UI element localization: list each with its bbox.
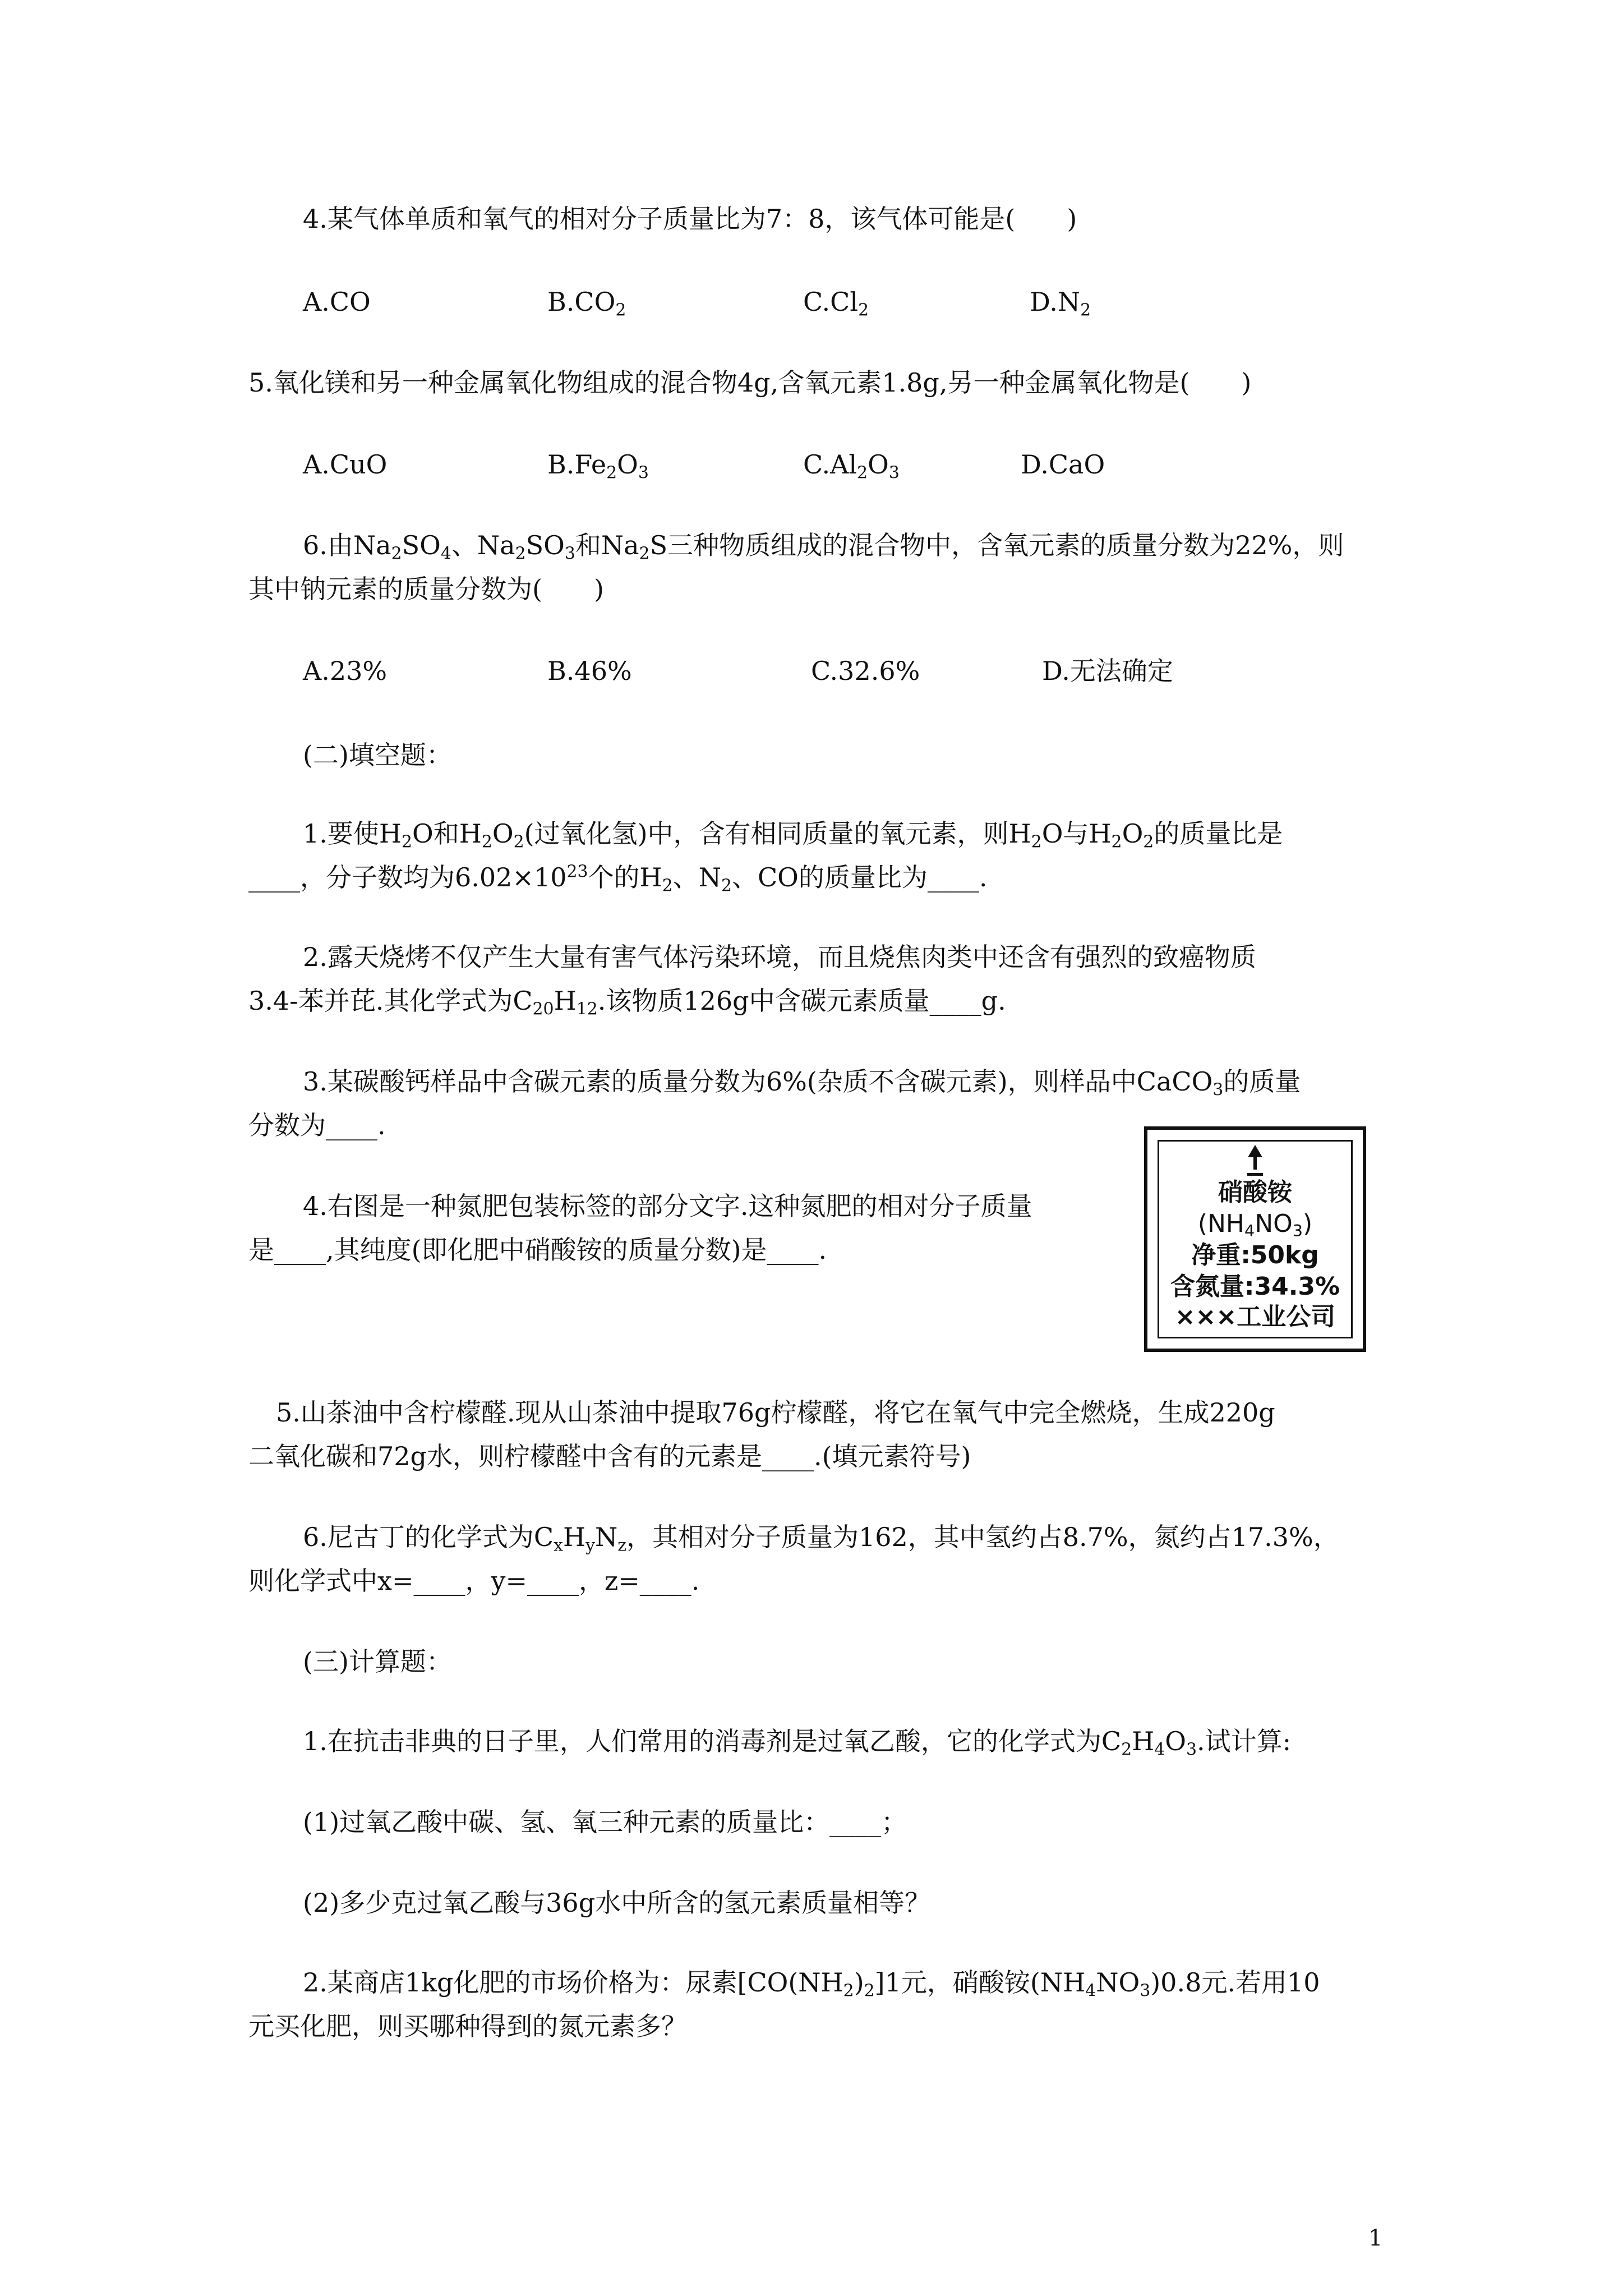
option-c: $C.Cl_2$ <box>803 287 869 320</box>
option-a: A.CuO <box>303 449 388 480</box>
option-a: A.23% <box>303 656 388 686</box>
section-2-heading: (二)填空题： <box>303 740 452 770</box>
fertilizer-label <box>1144 1126 1366 1352</box>
page-number: 1 <box>1368 2225 1383 2251</box>
label-product-name: 硝酸铵 <box>1218 1178 1292 1207</box>
option-c: $C.Al_2O_3$ <box>803 449 900 483</box>
question-5-options <box>303 449 1368 483</box>
option-b: B.46% <box>547 656 632 686</box>
question-6-options <box>303 655 1368 687</box>
option-d: $D.N_2$ <box>1030 287 1091 320</box>
calc-2-line1: 2.某商店1kg化肥的市场价格为：尿素$[CO(NH_2)_2]1$元，硝酸铵$(NH_4NO_3)0.8$元.若用10 <box>303 1967 1320 2001</box>
question-5-stem: 5.氧化镁和另一种金属氧化物组成的混合物4g,含氧元素1.8g,另一种金属氧化物是( ) <box>248 367 1252 398</box>
question-6-stem-line2: 其中钠元素的质量分数为( ) <box>248 574 604 604</box>
fill-2-line2: 3.4-苯并芘.其化学式为$C_{20}H_{12}$.该物质126g中含碳元素质量____g. <box>248 986 1006 1019</box>
fill-6-line2: 则化学式中x=____，y=____，z=____. <box>248 1566 700 1596</box>
calc-1-line1: 1.在抗击非典的日子里，人们常用的消毒剂是过氧乙酸，它的化学式为$C_2H_4O_3$.试计算: <box>303 1726 1292 1760</box>
fill-5-line1: 5.山茶油中含柠檬醛.现从山茶油中提取76g柠檬醛，将它在氧气中完全燃烧，生成220g <box>276 1397 1275 1428</box>
question-6-stem-line1: 6.由$Na_2SO_4$、$Na_2SO_3$和$Na_2S$三种物质组成的混合物中，含氧元素的质量分数为22%，则 <box>303 530 1344 564</box>
option-b: $B.CO_2$ <box>547 287 626 320</box>
option-d: D.CaO <box>1021 449 1105 480</box>
fill-4-line1: 4.右图是一种氮肥包装标签的部分文字.这种氮肥的相对分子质量 <box>303 1191 1032 1221</box>
option-b: $B.Fe_2O_3$ <box>547 449 649 483</box>
section-3-heading: (三)计算题： <box>303 1646 452 1677</box>
fill-4-line2: 是____,其纯度(即化肥中硝酸铵的质量分数)是____. <box>248 1235 827 1265</box>
option-c: C.32.6% <box>811 656 920 686</box>
option-a: A.CO <box>303 287 371 317</box>
fill-1-line1: 1.要使$H_2O$和$H_2O_2$(过氧化氢)中，含有相同质量的氧元素，则$H_2O$与$H_2O_2$的质量比是 <box>303 818 1283 852</box>
fill-1-line2: ____，分子数均为$6.02\times 10^{23}$个的$H_2$、$N_2$、CO的质量比为____. <box>248 862 988 896</box>
label-nitrogen-content: 含氮量:34.3% <box>1170 1272 1340 1301</box>
fill-2-line1: 2.露天烧烤不仅产生大量有害气体污染环境，而且烧焦肉类中还含有强烈的致癌物质 <box>303 942 1256 972</box>
up-arrow-icon <box>1247 1145 1263 1176</box>
calc-1-sub2: (2)多少克过氧乙酸与36g水中所含的氢元素质量相等？ <box>303 1888 931 1918</box>
fertilizer-label-inner <box>1158 1140 1353 1338</box>
label-company: ×××工业公司 <box>1174 1303 1336 1331</box>
fill-3-line1: 3.某碳酸钙样品中含碳元素的质量分数为6%(杂质不含碳元素)，则样品中CaCO$_3$的质量 <box>303 1066 1301 1100</box>
label-formula: $(NH_4NO_3)$ <box>1197 1209 1313 1240</box>
question-4-stem: 4.某气体单质和氧气的相对分子质量比为7：8，该气体可能是( ) <box>303 204 1077 234</box>
calc-2-line2: 元买化肥，则买哪种得到的氮元素多？ <box>248 2011 687 2041</box>
fill-3-line2: 分数为____. <box>248 1110 386 1140</box>
option-d: D.无法确定 <box>1042 656 1173 686</box>
question-4-options <box>303 286 1368 318</box>
fill-5-line2: 二氧化碳和72g水，则柠檬醛中含有的元素是____.(填元素符号) <box>248 1441 971 1471</box>
label-net-weight: 净重:50kg <box>1191 1241 1319 1269</box>
fill-6-line1: 6.尼古丁的化学式为$C_xH_yN_z$，其相对分子质量为162，其中氢约占8.7%，氮约占17.3%， <box>303 1522 1339 1556</box>
calc-1-sub1: (1)过氧乙酸中碳、氢、氧三种元素的质量比：____； <box>303 1807 907 1837</box>
